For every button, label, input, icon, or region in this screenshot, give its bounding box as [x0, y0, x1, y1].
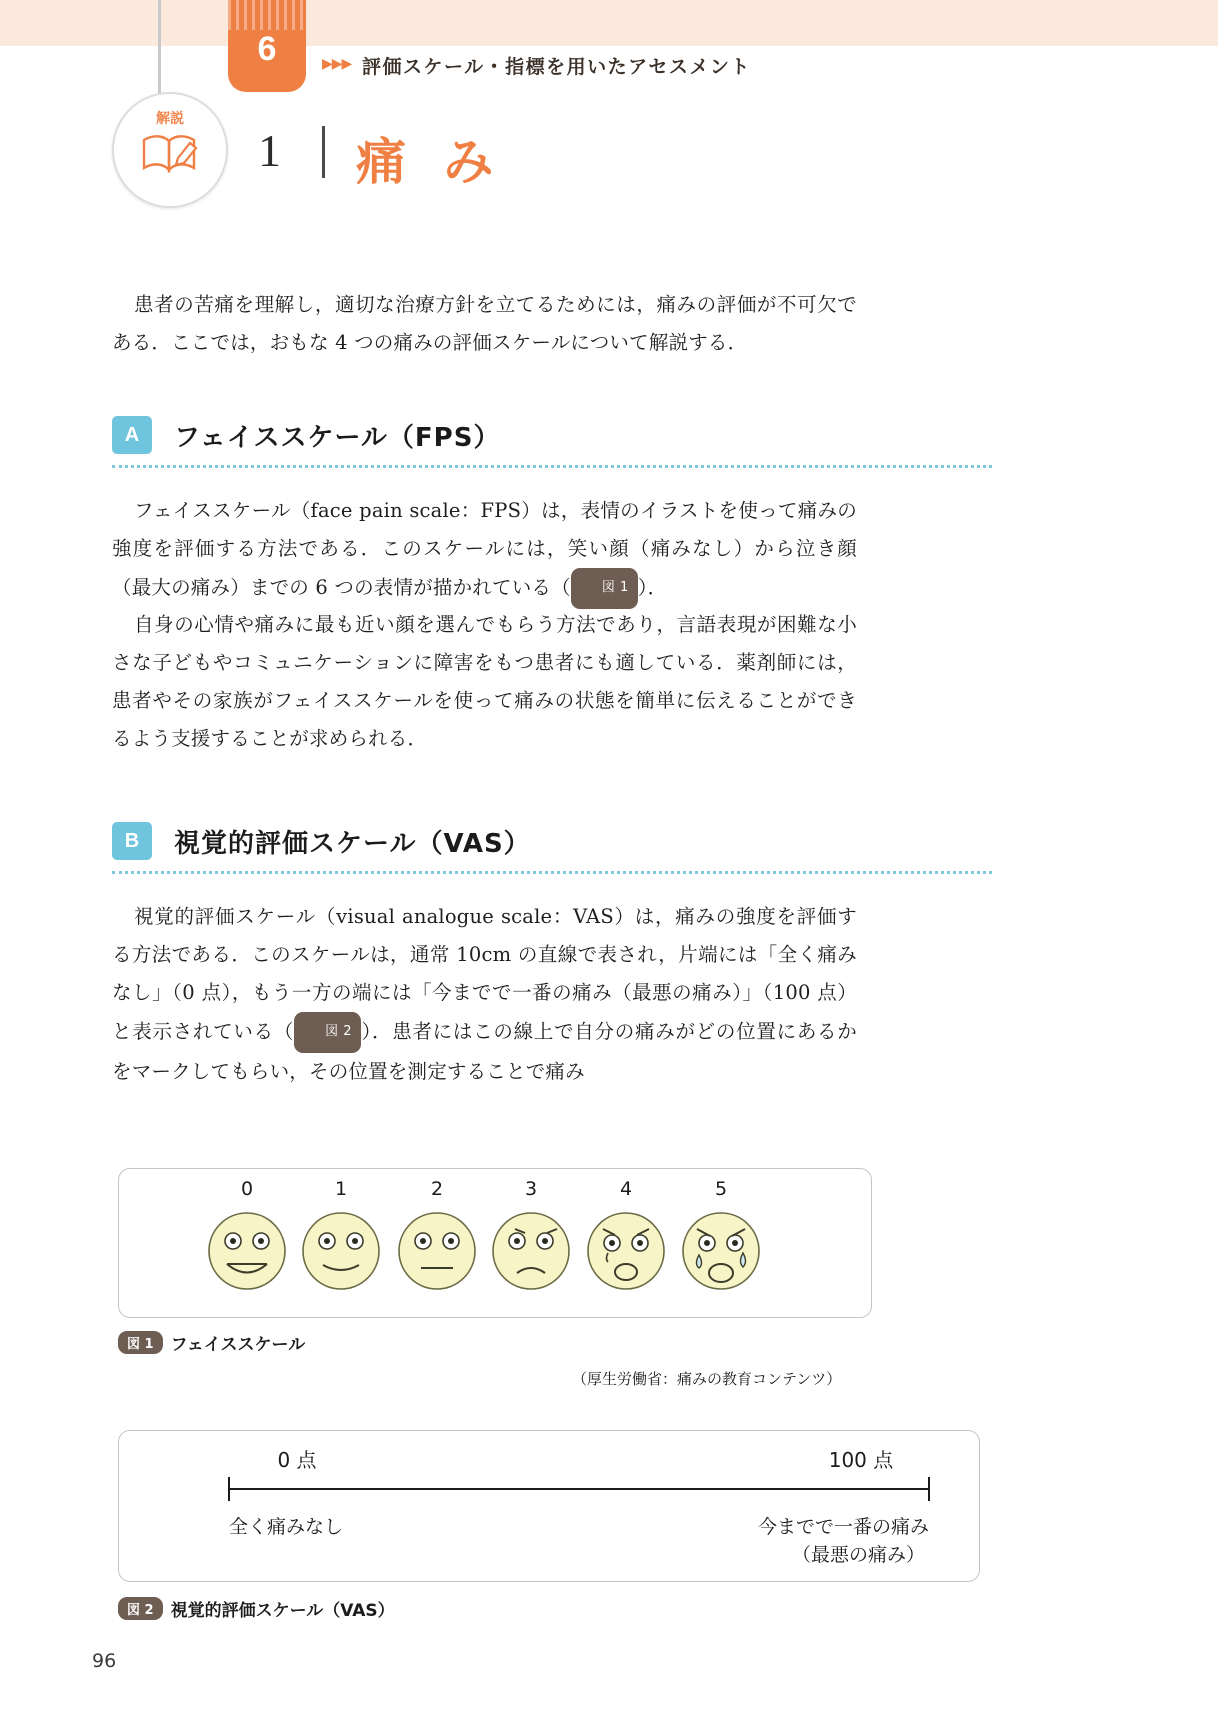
chapter-number: 6 [257, 30, 277, 68]
svg-text:今までで一番の痛み: 今までで一番の痛み [757, 1516, 929, 1538]
svg-text:1: 1 [334, 1178, 348, 1200]
svg-text:5: 5 [714, 1178, 728, 1200]
figure-2-box [118, 1430, 980, 1582]
figure-1-caption [118, 1330, 305, 1355]
kaisetsu-badge [112, 92, 228, 208]
figure-2-caption-text: 視覚的評価スケール（VAS） [170, 1601, 395, 1621]
section-badge-b: B [112, 822, 152, 860]
section-title-b: 視覚的評価スケール（VAS） [174, 828, 531, 859]
figure-1-caption-text: フェイススケール [170, 1335, 306, 1355]
figure-2-chip: 図 2 [118, 1597, 163, 1620]
section-a-paragraph-1-text: フェイススケール（face pain scale：FPS）は，表情のイラストを使って痛みの強度を評価する方法である．このスケールには，笑い顔（痛みなし）から泣き顔（最大の痛み）までの 6 つの表情が描かれている（ [112, 499, 857, 599]
svg-text:4: 4 [619, 1178, 633, 1200]
section-title-a: フェイススケール（FPS） [174, 422, 501, 453]
section-heading-a [112, 416, 992, 454]
svg-text:3: 3 [524, 1178, 538, 1200]
section-badge-a: A [112, 416, 152, 454]
svg-text:0 点: 0 点 [277, 1448, 317, 1472]
section-heading-b [112, 822, 992, 860]
top-band [0, 0, 1218, 46]
section-b-paragraph-1 [112, 898, 857, 1091]
figure-2-caption [118, 1596, 395, 1621]
figure-ref-2[interactable]: 図 2 [294, 1012, 361, 1053]
section-b-paragraph-1-text: 視覚的評価スケール（visual analogue scale：VAS）は，痛みの強度を評価する方法である．このスケールは，通常 10cm の直線で表され，片端には「全く痛みなし」（0 点），もう一方の端には「今までで一番の痛み（最悪の痛み）」（100 点）と表示されている（ [112, 905, 857, 1043]
section-number: 1 [258, 125, 281, 176]
svg-text:全く痛みなし: 全く痛みなし [229, 1516, 344, 1538]
kaisetsu-label: 解説 [156, 111, 184, 127]
section-b-paragraph-1-tail: ）．患者にはこの線上で自分の痛みがどの位置にあるかをマークしてもらい，その位置を測定することで痛み [112, 1020, 857, 1083]
vas-scale-illustration [119, 1431, 979, 1581]
section-a-paragraph-1 [112, 492, 857, 609]
chapter-tab-stripes [228, 0, 306, 30]
face-pain-scale-illustration [119, 1169, 871, 1317]
section-rule-a [112, 462, 992, 468]
figure-1-chip: 図 1 [118, 1331, 163, 1354]
svg-text:0: 0 [240, 1178, 254, 1200]
intro-paragraph: 患者の苦痛を理解し，適切な治療方針を立てるためには，痛みの評価が不可欠である．ここでは，おもな 4 つの痛みの評価スケールについて解説する． [112, 293, 857, 354]
page-title: 痛 み [356, 133, 504, 191]
figure-1-source: （厚生労働省：痛みの教育コンテンツ） [572, 1370, 842, 1388]
arrow-icon: ▶▶▶ [322, 57, 352, 72]
svg-text:100 点: 100 点 [828, 1448, 894, 1472]
figure-ref-1-tail: ）． [637, 576, 668, 599]
page-number: 96 [92, 1650, 117, 1672]
chapter-tab [228, 0, 306, 92]
section-rule-b [112, 868, 992, 874]
svg-text:（最悪の痛み）: （最悪の痛み） [791, 1544, 925, 1566]
section-a-paragraph-2: 自身の心情や痛みに最も近い顔を選んでもらう方法であり，言語表現が困難な小さな子どもやコミュニケーションに障害をもつ患者にも適している．薬剤師には，患者やその家族がフェイススケールを使って痛みの状態を簡単に伝えることができるよう支援することが求められる． [112, 613, 857, 750]
book-pencil-icon [140, 130, 200, 183]
heading-divider [322, 126, 325, 178]
figure-1-box [118, 1168, 872, 1318]
svg-text:2: 2 [430, 1178, 444, 1200]
chapter-title: 評価スケール・指標を用いたアセスメント [362, 56, 751, 78]
figure-ref-1[interactable]: 図 1 [571, 568, 638, 609]
